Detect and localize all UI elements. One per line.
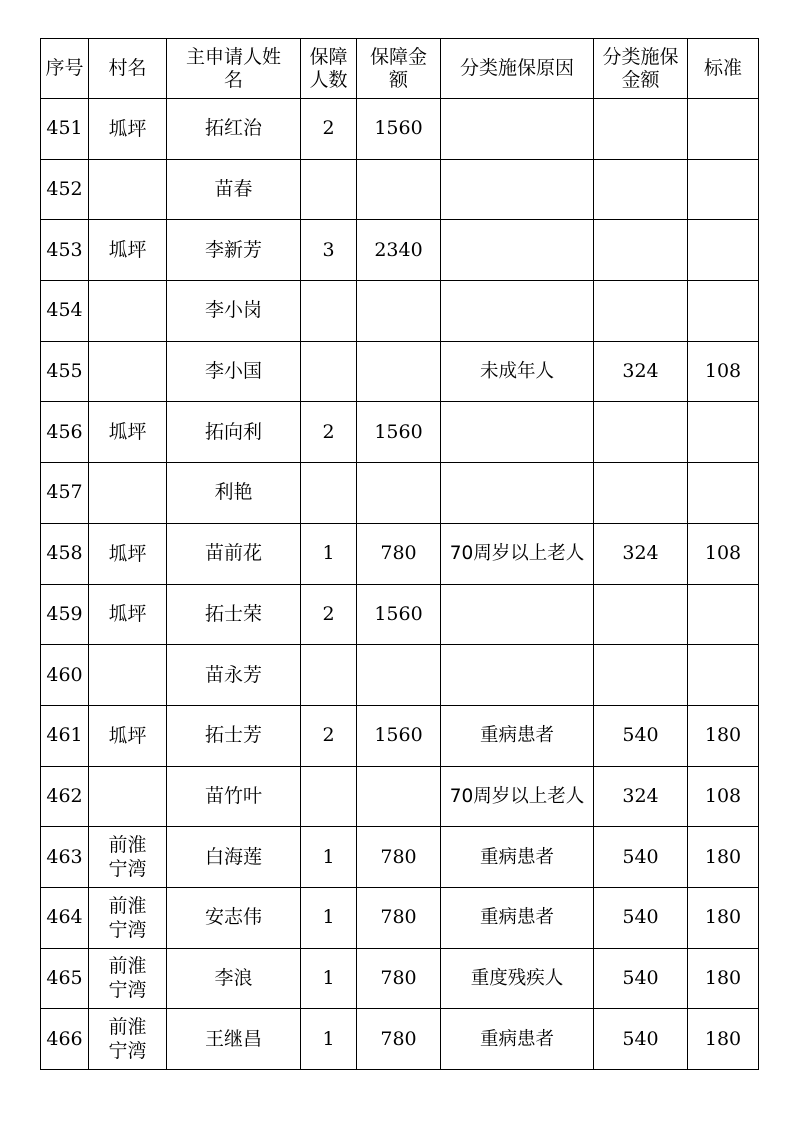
cell-reason: 重病患者 [441, 887, 594, 948]
cell-class-amount [594, 402, 688, 463]
cell-applicant-name: 拓红治 [167, 99, 301, 160]
cell-village: 坬坪 [89, 523, 167, 584]
cell-reason: 70周岁以上老人 [441, 523, 594, 584]
cell-amount: 780 [357, 1009, 441, 1070]
cell-class-amount: 324 [594, 766, 688, 827]
cell-persons: 3 [301, 220, 357, 281]
cell-village: 前淮宁湾 [89, 827, 167, 888]
cell-persons [301, 645, 357, 706]
table-row [41, 948, 759, 1009]
cell-applicant-name: 拓士荣 [167, 584, 301, 645]
cell-reason [441, 584, 594, 645]
cell-applicant-name: 苗竹叶 [167, 766, 301, 827]
cell-applicant-name: 安志伟 [167, 887, 301, 948]
cell-applicant-name: 李小国 [167, 341, 301, 402]
cell-applicant-name: 苗春 [167, 159, 301, 220]
cell-village: 前淮宁湾 [89, 948, 167, 1009]
cell-seq: 451 [41, 99, 89, 160]
cell-reason [441, 281, 594, 342]
header-seq: 序号 [41, 39, 89, 99]
cell-persons: 1 [301, 827, 357, 888]
cell-reason [441, 99, 594, 160]
cell-amount [357, 281, 441, 342]
cell-amount [357, 159, 441, 220]
cell-seq: 459 [41, 584, 89, 645]
cell-village [89, 159, 167, 220]
cell-class-amount [594, 584, 688, 645]
cell-reason: 重度残疾人 [441, 948, 594, 1009]
table-row [41, 766, 759, 827]
cell-class-amount [594, 159, 688, 220]
table-row [41, 159, 759, 220]
cell-seq: 452 [41, 159, 89, 220]
header-persons: 保障人数 [301, 39, 357, 99]
cell-amount [357, 463, 441, 524]
cell-reason: 重病患者 [441, 1009, 594, 1070]
header-reason: 分类施保原因 [441, 39, 594, 99]
cell-applicant-name: 李新芳 [167, 220, 301, 281]
cell-class-amount [594, 220, 688, 281]
cell-seq: 460 [41, 645, 89, 706]
cell-seq: 465 [41, 948, 89, 1009]
table-row [41, 281, 759, 342]
cell-village: 坬坪 [89, 584, 167, 645]
cell-standard [688, 99, 759, 160]
cell-standard [688, 584, 759, 645]
cell-standard: 108 [688, 766, 759, 827]
cell-standard [688, 220, 759, 281]
cell-class-amount: 540 [594, 887, 688, 948]
cell-standard [688, 645, 759, 706]
cell-applicant-name: 拓士芳 [167, 705, 301, 766]
cell-reason: 未成年人 [441, 341, 594, 402]
cell-standard [688, 281, 759, 342]
table-row [41, 523, 759, 584]
cell-seq: 456 [41, 402, 89, 463]
cell-persons [301, 281, 357, 342]
table-row [41, 645, 759, 706]
cell-persons [301, 463, 357, 524]
cell-reason: 70周岁以上老人 [441, 766, 594, 827]
table-row [41, 887, 759, 948]
cell-village [89, 463, 167, 524]
cell-class-amount: 540 [594, 948, 688, 1009]
table-row [41, 341, 759, 402]
cell-reason [441, 645, 594, 706]
cell-standard [688, 402, 759, 463]
cell-class-amount [594, 281, 688, 342]
header-applicant: 主申请人姓名 [167, 39, 301, 99]
cell-village: 坬坪 [89, 220, 167, 281]
cell-class-amount: 540 [594, 705, 688, 766]
header-row [41, 39, 759, 99]
cell-seq: 464 [41, 887, 89, 948]
cell-standard: 180 [688, 827, 759, 888]
cell-seq: 461 [41, 705, 89, 766]
header-village: 村名 [89, 39, 167, 99]
cell-applicant-name: 利艳 [167, 463, 301, 524]
cell-class-amount: 540 [594, 1009, 688, 1070]
table-row [41, 402, 759, 463]
header-amount: 保障金额 [357, 39, 441, 99]
cell-amount: 1560 [357, 584, 441, 645]
cell-applicant-name: 苗前花 [167, 523, 301, 584]
cell-class-amount: 324 [594, 523, 688, 584]
cell-village: 坬坪 [89, 705, 167, 766]
cell-standard [688, 463, 759, 524]
cell-class-amount [594, 463, 688, 524]
assistance-table [40, 38, 759, 1070]
cell-class-amount [594, 99, 688, 160]
cell-persons: 2 [301, 402, 357, 463]
cell-applicant-name: 拓向利 [167, 402, 301, 463]
cell-applicant-name: 李小岗 [167, 281, 301, 342]
cell-seq: 454 [41, 281, 89, 342]
cell-seq: 466 [41, 1009, 89, 1070]
cell-village: 前淮宁湾 [89, 887, 167, 948]
cell-persons: 2 [301, 99, 357, 160]
cell-amount: 1560 [357, 99, 441, 160]
cell-reason [441, 159, 594, 220]
cell-amount: 1560 [357, 705, 441, 766]
cell-village: 坬坪 [89, 99, 167, 160]
cell-reason [441, 463, 594, 524]
cell-persons: 1 [301, 948, 357, 1009]
cell-amount [357, 341, 441, 402]
table-row [41, 220, 759, 281]
header-class-amount: 分类施保金额 [594, 39, 688, 99]
table-row [41, 1009, 759, 1070]
cell-persons [301, 766, 357, 827]
header-standard: 标准 [688, 39, 759, 99]
cell-standard: 180 [688, 887, 759, 948]
cell-reason: 重病患者 [441, 705, 594, 766]
cell-seq: 462 [41, 766, 89, 827]
cell-standard [688, 159, 759, 220]
cell-seq: 457 [41, 463, 89, 524]
cell-seq: 463 [41, 827, 89, 888]
cell-village [89, 341, 167, 402]
cell-amount: 2340 [357, 220, 441, 281]
cell-amount [357, 766, 441, 827]
cell-applicant-name: 白海莲 [167, 827, 301, 888]
cell-amount: 780 [357, 523, 441, 584]
cell-standard: 180 [688, 948, 759, 1009]
cell-village [89, 281, 167, 342]
cell-persons [301, 341, 357, 402]
cell-amount: 780 [357, 887, 441, 948]
cell-applicant-name: 王继昌 [167, 1009, 301, 1070]
cell-amount: 1560 [357, 402, 441, 463]
cell-standard: 180 [688, 705, 759, 766]
cell-class-amount: 324 [594, 341, 688, 402]
cell-reason: 重病患者 [441, 827, 594, 888]
cell-applicant-name: 李浪 [167, 948, 301, 1009]
table-row [41, 584, 759, 645]
cell-standard: 108 [688, 341, 759, 402]
cell-amount: 780 [357, 948, 441, 1009]
cell-seq: 453 [41, 220, 89, 281]
cell-seq: 458 [41, 523, 89, 584]
cell-standard: 108 [688, 523, 759, 584]
cell-persons: 2 [301, 705, 357, 766]
cell-standard: 180 [688, 1009, 759, 1070]
cell-amount: 780 [357, 827, 441, 888]
table-row [41, 705, 759, 766]
cell-persons: 1 [301, 523, 357, 584]
cell-village: 前淮宁湾 [89, 1009, 167, 1070]
cell-persons: 1 [301, 1009, 357, 1070]
cell-class-amount: 540 [594, 827, 688, 888]
cell-class-amount [594, 645, 688, 706]
cell-amount [357, 645, 441, 706]
table-body [41, 99, 759, 1070]
cell-seq: 455 [41, 341, 89, 402]
table-row [41, 99, 759, 160]
cell-persons [301, 159, 357, 220]
cell-applicant-name: 苗永芳 [167, 645, 301, 706]
table-row [41, 463, 759, 524]
cell-persons: 2 [301, 584, 357, 645]
cell-reason [441, 220, 594, 281]
cell-persons: 1 [301, 887, 357, 948]
cell-village: 坬坪 [89, 402, 167, 463]
table-row [41, 827, 759, 888]
cell-village [89, 766, 167, 827]
cell-reason [441, 402, 594, 463]
cell-village [89, 645, 167, 706]
